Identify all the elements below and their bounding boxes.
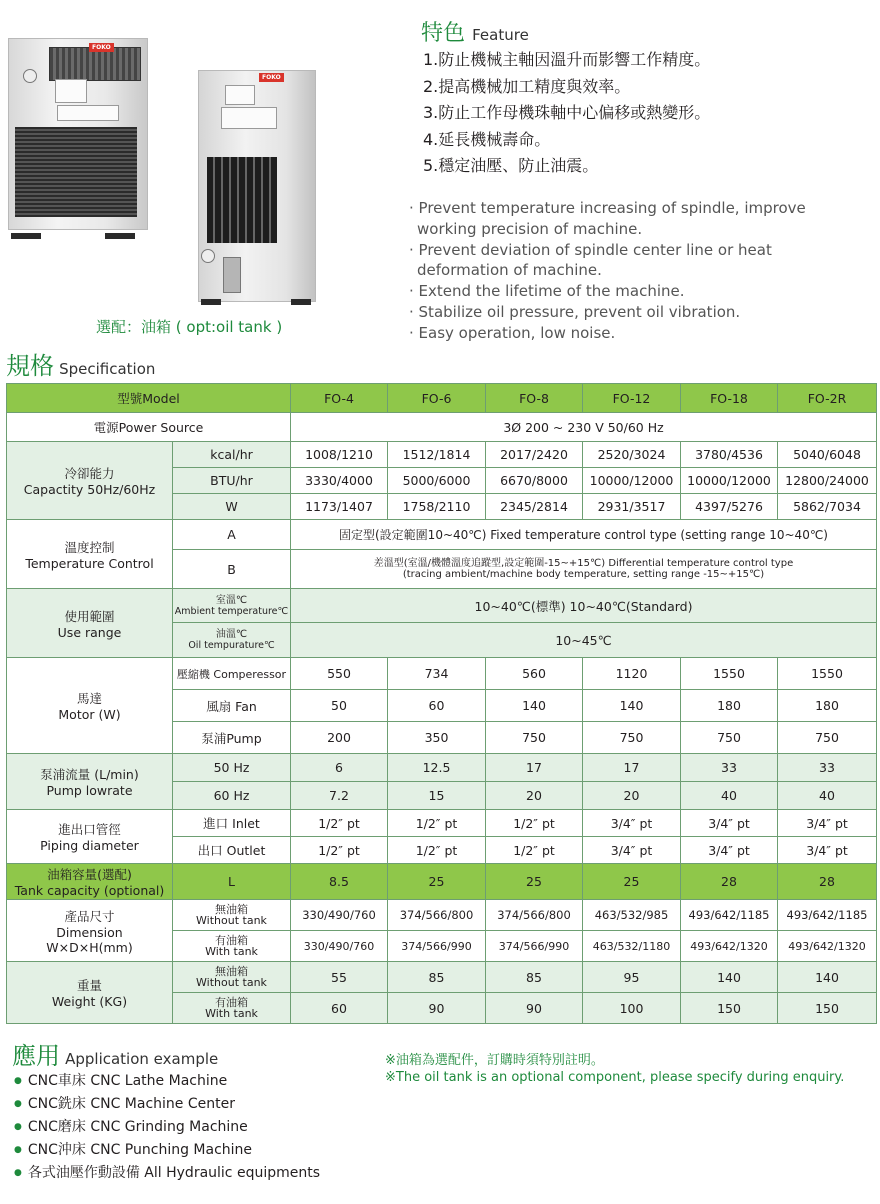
cooling-label-en: Capactity 50Hz/60Hz [23, 482, 156, 497]
cooling-row [7, 442, 877, 468]
value-cell: 374/566/990 [486, 931, 583, 962]
model-row [7, 384, 877, 413]
value-cell: 60 [388, 690, 486, 722]
value-cell: 180 [778, 690, 877, 722]
value-cell: 3/4″ pt [583, 837, 681, 864]
motor-label [7, 658, 173, 754]
weight-item-zh: 無油箱 [215, 965, 248, 978]
application-item: ● CNC銑床 CNC Machine Center [14, 1093, 320, 1116]
value-cell: 90 [388, 993, 486, 1024]
temp-key: B [173, 550, 291, 589]
unit-cell: kcal/hr [173, 442, 291, 468]
value-cell: 1758/2110 [388, 494, 486, 520]
value-cell: 6 [291, 754, 388, 782]
application-title-en: Application example [65, 1050, 219, 1068]
pump-label [7, 754, 173, 810]
spec-table [6, 383, 877, 1024]
feature-item-en: · Extend the lifetime of the machine. [409, 282, 685, 301]
power-label: 電源Power Source [7, 413, 291, 442]
value-cell: 493/642/1320 [778, 931, 877, 962]
use-label [7, 589, 173, 658]
temp-a-value: 固定型(設定範圍10~40℃) Fixed temperature control type (setting range 10~40℃) [291, 520, 877, 550]
temp-row-a [7, 520, 877, 550]
value-cell: 750 [681, 722, 778, 754]
control-panel [225, 85, 255, 105]
feature-item: 3.防止工作母機珠軸中心偏移或熱變形。 [423, 103, 711, 122]
value-cell: 330/490/760 [291, 900, 388, 931]
pump-freq: 50 Hz [173, 754, 291, 782]
value-cell: 33 [778, 754, 877, 782]
feature-item-en: · Prevent temperature increasing of spindle, improve [409, 199, 806, 217]
weight-item [173, 993, 291, 1024]
value-cell: 3/4″ pt [778, 837, 877, 864]
value-cell: 560 [486, 658, 583, 690]
value-cell: 750 [583, 722, 681, 754]
value-cell: 140 [486, 690, 583, 722]
application-item: ● CNC磨床 CNC Grinding Machine [14, 1116, 320, 1139]
pipe-row [7, 810, 877, 837]
motor-item: 泵浦Pump [173, 722, 291, 754]
value-cell: 7.2 [291, 782, 388, 810]
value-cell: 493/642/1320 [681, 931, 778, 962]
value-cell: 2017/2420 [486, 442, 583, 468]
chiller-image-right [198, 70, 316, 302]
pump [223, 257, 241, 293]
pump-label-zh: 泵浦流量 (L/min) [40, 767, 139, 782]
chiller-image-left [8, 38, 148, 230]
value-cell: 1/2″ pt [388, 810, 486, 837]
value-cell: 493/642/1185 [778, 900, 877, 931]
temp-b-line: (tracing ambient/machine body temperature, setting range -15~+15℃) [402, 569, 765, 580]
value-cell: 1/2″ pt [486, 837, 583, 864]
value-cell: 493/642/1185 [681, 900, 778, 931]
ambient-label-en: Ambient temperature℃ [174, 605, 289, 617]
value-cell: 1512/1814 [388, 442, 486, 468]
value-cell: 15 [388, 782, 486, 810]
dim-item [173, 931, 291, 962]
pump-label-en: Pump lowrate [46, 783, 133, 798]
value-cell: 140 [583, 690, 681, 722]
cooling-label-zh: 冷卻能力 [64, 466, 115, 481]
value-cell: 20 [486, 782, 583, 810]
nameplate [221, 107, 277, 129]
option-caption: 選配：油箱 ( opt:oil tank ) [96, 318, 283, 336]
temp-label-zh: 溫度控制 [64, 539, 115, 555]
tank-label-en: Tank capacity (optional) [14, 883, 165, 898]
motor-row [7, 658, 877, 690]
application-list [14, 1070, 320, 1185]
value-cell: 1120 [583, 658, 681, 690]
motor-label-en: Motor (W) [58, 707, 121, 722]
spec-title-zh: 規格 [6, 352, 54, 380]
tank-row [7, 864, 877, 900]
foot [11, 233, 41, 239]
dim-item-zh: 有油箱 [215, 934, 248, 947]
unit-cell: BTU/hr [173, 468, 291, 494]
ambient-label-zh: 室溫℃ [215, 594, 248, 606]
dim-item-zh: 無油箱 [215, 903, 248, 916]
pipe-item: 出口 Outlet [173, 837, 291, 864]
dim-item [173, 900, 291, 931]
feature-item-en: deformation of machine. [417, 261, 602, 280]
oil-label [173, 623, 291, 658]
value-cell: 28 [681, 864, 778, 900]
application-heading [12, 1036, 218, 1071]
dim-item-en: With tank [205, 945, 258, 958]
tank-label-zh: 油箱容量(選配) [47, 867, 132, 882]
value-cell: 350 [388, 722, 486, 754]
condenser-fan [49, 47, 141, 81]
value-cell: 3/4″ pt [681, 810, 778, 837]
model-cell: FO-2R [778, 384, 877, 413]
value-cell: 2345/2814 [486, 494, 583, 520]
feature-list-en [409, 198, 806, 344]
dim-label-zh: 產品尺寸 [64, 908, 115, 924]
nameplate [57, 105, 119, 121]
value-cell: 100 [583, 993, 681, 1024]
value-cell: 85 [388, 962, 486, 993]
value-cell: 374/566/800 [388, 900, 486, 931]
feature-heading [421, 16, 529, 47]
temp-label [7, 520, 173, 589]
feature-item: 5.穩定油壓、防止油震。 [423, 156, 599, 175]
value-cell: 5040/6048 [778, 442, 877, 468]
feature-item: 1.防止機械主軸因溫升而影響工作精度。 [423, 50, 711, 69]
value-cell: 85 [486, 962, 583, 993]
value-cell: 3/4″ pt [778, 810, 877, 837]
value-cell: 330/490/760 [291, 931, 388, 962]
motor-item: 壓縮機 Comperessor [173, 658, 291, 690]
temp-label-en: Temperature Control [25, 555, 154, 571]
cooling-label [7, 442, 173, 520]
use-label-en: Use range [57, 624, 122, 640]
power-row [7, 413, 877, 442]
value-cell: 4397/5276 [681, 494, 778, 520]
feature-title-en: Feature [472, 26, 529, 44]
motor-label-zh: 馬達 [76, 691, 102, 706]
brand-logo: FOKO [259, 73, 284, 82]
model-cell: FO-4 [291, 384, 388, 413]
value-cell: 5862/7034 [778, 494, 877, 520]
feature-item-en: · Stabilize oil pressure, prevent oil vibration. [409, 302, 741, 321]
value-cell: 1/2″ pt [486, 810, 583, 837]
value-cell: 6670/8000 [486, 468, 583, 494]
application-item: ● CNC沖床 CNC Punching Machine [14, 1139, 320, 1162]
use-row-ambient [7, 589, 877, 623]
value-cell: 1/2″ pt [291, 810, 388, 837]
value-cell: 5000/6000 [388, 468, 486, 494]
value-cell: 1/2″ pt [291, 837, 388, 864]
value-cell: 17 [583, 754, 681, 782]
dim-label [7, 900, 173, 962]
foot [201, 299, 221, 305]
value-cell: 374/566/800 [486, 900, 583, 931]
condenser-grille [207, 157, 277, 243]
value-cell: 90 [486, 993, 583, 1024]
pipe-label-en: Piping diameter [40, 838, 139, 853]
value-cell: 463/532/1180 [583, 931, 681, 962]
foot [105, 233, 135, 239]
power-value: 3Ø 200 ~ 230 V 50/60 Hz [291, 413, 877, 442]
temp-key: A [173, 520, 291, 550]
value-cell: 734 [388, 658, 486, 690]
feature-item-en: working precision of machine. [417, 219, 643, 238]
note-zh: ※油箱為選配件，訂購時須特別註明。 [385, 1053, 604, 1068]
use-label-zh: 使用範圍 [64, 608, 115, 624]
feature-item: 2.提高機械加工精度與效率。 [423, 76, 631, 96]
pipe-label-zh: 進出口管徑 [58, 822, 121, 837]
application-item: ● CNC車床 CNC Lathe Machine [14, 1070, 320, 1093]
value-cell: 200 [291, 722, 388, 754]
value-cell: 28 [778, 864, 877, 900]
value-cell: 17 [486, 754, 583, 782]
model-cell: FO-8 [486, 384, 583, 413]
temp-b-line: 差溫型(室溫/機體溫度追蹤型,設定範圍-15~+15℃) Differential temperature control type [373, 558, 794, 569]
value-cell: 25 [388, 864, 486, 900]
value-cell: 2931/3517 [583, 494, 681, 520]
feature-item-en: · Prevent deviation of spindle center line or heat [409, 240, 772, 259]
value-cell: 463/532/985 [583, 900, 681, 931]
value-cell: 140 [681, 962, 778, 993]
value-cell: 40 [681, 782, 778, 810]
ambient-value: 10~40℃(標準) 10~40℃(Standard) [291, 589, 877, 623]
value-cell: 25 [583, 864, 681, 900]
note-en: ※The oil tank is an optional component, please specify during enquiry. [385, 1070, 845, 1085]
oil-value: 10~45℃ [291, 623, 877, 658]
pump-row [7, 754, 877, 782]
weight-row [7, 962, 877, 993]
weight-item-en: With tank [205, 1007, 258, 1020]
value-cell: 3/4″ pt [583, 810, 681, 837]
oil-label-en: Oil tempurature℃ [188, 640, 275, 651]
value-cell: 20 [583, 782, 681, 810]
value-cell: 40 [778, 782, 877, 810]
value-cell: 10000/12000 [583, 468, 681, 494]
value-cell: 2520/3024 [583, 442, 681, 468]
value-cell: 1173/1407 [291, 494, 388, 520]
gauge [201, 249, 215, 263]
value-cell: 3330/4000 [291, 468, 388, 494]
dim-label-unit: W×D×H(mm) [46, 939, 133, 955]
application-title-zh: 應用 [12, 1042, 60, 1070]
model-cell: FO-6 [388, 384, 486, 413]
value-cell: 1008/1210 [291, 442, 388, 468]
weight-item-zh: 有油箱 [215, 996, 248, 1009]
application-item: ● 各式油壓作動設備 All Hydraulic equipments [14, 1162, 320, 1185]
pipe-item: 進口 Inlet [173, 810, 291, 837]
pipe-label [7, 810, 173, 864]
feature-item: 4.延長機械壽命。 [423, 129, 551, 149]
spec-title-en: Specification [59, 360, 156, 378]
value-cell: 374/566/990 [388, 931, 486, 962]
value-cell: 60 [291, 993, 388, 1024]
weight-label-en: Weight (KG) [51, 994, 128, 1009]
motor-item: 風扇 Fan [173, 690, 291, 722]
dim-item-en: Without tank [196, 914, 267, 927]
feature-title-zh: 特色 [421, 21, 466, 46]
feature-item-en: · Easy operation, low noise. [409, 323, 616, 342]
condenser-coil [15, 127, 137, 217]
value-cell: 95 [583, 962, 681, 993]
model-label: 型號Model [7, 384, 291, 413]
weight-item-en: Without tank [196, 976, 267, 989]
pump-freq: 60 Hz [173, 782, 291, 810]
value-cell: 33 [681, 754, 778, 782]
control-panel [55, 79, 87, 103]
brand-logo: FOKO [89, 43, 114, 52]
dim-label-en: Dimension [56, 924, 123, 940]
value-cell: 180 [681, 690, 778, 722]
value-cell: 140 [778, 962, 877, 993]
value-cell: 12.5 [388, 754, 486, 782]
feature-list-zh [423, 47, 710, 180]
foot [291, 299, 311, 305]
value-cell: 50 [291, 690, 388, 722]
ambient-label [173, 589, 291, 623]
weight-label-zh: 重量 [76, 978, 102, 993]
weight-item [173, 962, 291, 993]
value-cell: 1550 [778, 658, 877, 690]
value-cell: 1/2″ pt [388, 837, 486, 864]
value-cell: 3/4″ pt [681, 837, 778, 864]
spec-heading [6, 346, 155, 381]
unit-cell: W [173, 494, 291, 520]
value-cell: 1550 [681, 658, 778, 690]
value-cell: 25 [486, 864, 583, 900]
model-cell: FO-18 [681, 384, 778, 413]
value-cell: 150 [778, 993, 877, 1024]
value-cell: 750 [778, 722, 877, 754]
value-cell: 550 [291, 658, 388, 690]
value-cell: 750 [486, 722, 583, 754]
tank-label [7, 864, 173, 900]
dim-row [7, 900, 877, 931]
value-cell: 55 [291, 962, 388, 993]
value-cell: 8.5 [291, 864, 388, 900]
value-cell: 3780/4536 [681, 442, 778, 468]
model-cell: FO-12 [583, 384, 681, 413]
value-cell: 10000/12000 [681, 468, 778, 494]
gauge [23, 69, 37, 83]
temp-b-value [291, 550, 877, 589]
value-cell: 150 [681, 993, 778, 1024]
oil-label-zh: 油溫℃ [215, 629, 248, 640]
weight-label [7, 962, 173, 1024]
value-cell: 12800/24000 [778, 468, 877, 494]
tank-unit: L [173, 864, 291, 900]
